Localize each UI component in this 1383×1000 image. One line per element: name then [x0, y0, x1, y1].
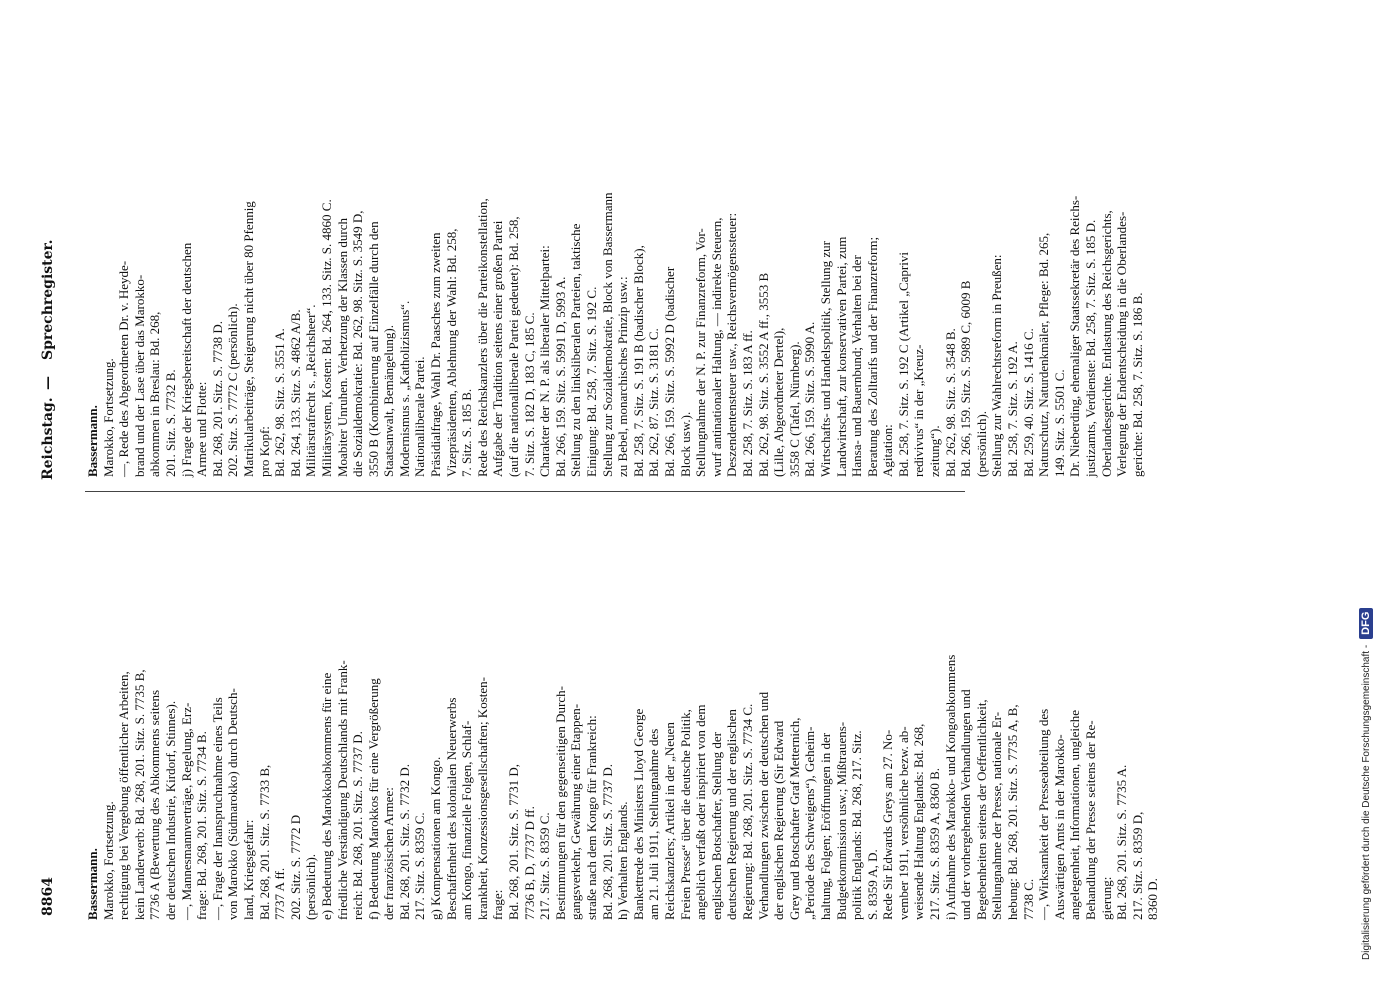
register-entry-line: 3558 C (Tafel, Nürnberg). [786, 341, 802, 477]
register-entry-line: 149. Sitz. S. 5501 C. [1051, 369, 1067, 477]
register-entry-line: 202. Sitz. S. 7772 C (persönlich). [225, 303, 241, 477]
register-entry-line: Wirtschafts- und Handelspolitik, Stellung zur [817, 241, 833, 477]
register-entry-line: Begebenheiten seitens der Oeffentlichkeit, [973, 699, 989, 920]
register-entry-line: Stellungnahme der N. P. zur Finanzreform, Vor- [693, 228, 709, 477]
register-entry-line: Einigung: Bd. 258, 7. Sitz. S. 192 C. [584, 286, 599, 477]
register-entry-line: g) Kompensationen am Kongo. [428, 756, 444, 920]
register-entry-line: (persönlich). [973, 410, 989, 477]
funding-note: Digitalisierung gefördert durch die Deutsche Forschungsgemeinschaft - [1360, 644, 1372, 960]
register-entry-line: „Periode des Schweigens“), Geheim- [802, 726, 818, 920]
register-entry-line: Oberlandesgerichte. Entlastung des Reichsgerichts, [1098, 210, 1114, 477]
register-entry-line: die Sozialdemokratie: Bd. 262, 98. Sitz. S. 3549 D, [350, 210, 366, 477]
register-entry-line: Bd. 266, 159. Sitz. S. 5990 A. [802, 321, 818, 477]
register-entry-line: angeblich verfaßt oder inspiriert von dem [693, 704, 709, 920]
running-title-separator: — [40, 376, 56, 390]
register-entry-line: Bd. 262, 98. Sitz. S. 3552 A ff., 3553 B [755, 272, 771, 477]
register-entry-line: hebung: Bd. 268, 201. Sitz. S. 7735 A, B, [1005, 704, 1021, 920]
register-entry-line: von Marokko (Südmarokko) durch Deutsch- [225, 688, 241, 920]
register-entry-line: am 21. Juli 1911, Stellungnahme des [646, 728, 662, 920]
register-entry-line: vember 1911, versöhnliche bezw. ab- [895, 726, 911, 920]
register-entry-line: Bd. 258, 7. Sitz. S. 192 C (Artikel „Caprivi [895, 252, 911, 477]
register-entry-line: zu Bebel, monarchisches Prinzip usw.: [615, 276, 631, 477]
register-entry-line: Beratung des Zolltarifs und der Finanzreform; [864, 236, 880, 477]
register-entry-line: —, Wirksamkeit der Presseabteilung des [1036, 708, 1052, 920]
register-entry-line: Stellung zu den linksliberalen Parteien, taktische [568, 223, 584, 477]
register-entry-line: Landwirtschaft, zur konservativen Partei, zum [833, 236, 849, 477]
register-entry-line: Bankettrede des Ministers Lloyd George [630, 708, 646, 920]
register-entry-line: Bd. 264, 133. Sitz. S. 4862 A/B. [287, 309, 303, 477]
register-entry-line: Dr. Nieberding, ehemaliger Staatssekretär des Reichs- [1067, 195, 1083, 477]
register-entry-line: Bd. 258, 7. Sitz. S. 192 A. [1005, 341, 1021, 477]
register-entry-line: straße nach dem Kongo für Frankreich: [584, 715, 599, 920]
register-entry-line: 217. Sitz. S. 8359 D, [1129, 811, 1145, 920]
register-entry-line: —, Frage der Inanspruchnahme eines Teils [209, 697, 225, 920]
register-entry-line: Präsidialfrage, Wahl Dr. Paasches zum zweiten [428, 232, 444, 477]
register-entry-line: Bd. 262, 98. Sitz. S. 3551 A. [272, 328, 288, 477]
register-entry-line: Moabiter Unruhen. Verhetzung der Klassen durch [334, 218, 350, 477]
register-entry-line: Bd. 268, 201. Sitz. S. 7738 D. [209, 320, 225, 477]
register-entry-line: am Kongo, finanzielle Folgen, Schlaf- [459, 720, 475, 920]
register-entry-line: —, Rede des Abgeordneten Dr. v. Heyde- [116, 260, 132, 477]
register-entry-line: Bd. 266, 159. Sitz. S. 5991 D, 5993 A. [552, 276, 568, 477]
register-entry-line: h) Verhalten Englands. [615, 801, 631, 920]
register-entry-line: Verhandlungen zwischen der deutschen und [755, 691, 771, 920]
left-column-entries [101, 495, 1161, 920]
register-entry-line: politik Englands: Bd. 268, 217. Sitz. [849, 730, 865, 920]
register-entry-line: Marokko, Fortsetzung. [100, 801, 116, 920]
register-entry-line: Behandlung der Presse seitens der Re- [1083, 720, 1098, 920]
register-entry-line: Bd. 262, 98. Sitz. S. 3548 B. [942, 328, 958, 477]
register-entry-line: deutschen Regierung und der englischen [724, 709, 740, 920]
register-entry-line: f) Bedeutung Marokkos für eine Vergrößerung [365, 678, 381, 920]
register-entry-line: 201. Sitz. S. 7732 B. [162, 369, 178, 477]
register-entry-line: englischen Botschafter, Stellung der [708, 732, 724, 920]
register-entry-line: frage: [490, 889, 506, 920]
register-entry-line: Freien Presse“ über die deutsche Politik, [677, 709, 693, 920]
register-entry-line: Rede Sir Edwards Greys am 27. No- [880, 729, 896, 920]
register-entry-line: Vizepräsidenten, Ablehnung der Wahl: Bd. 258, [443, 228, 459, 477]
register-entry-line: —, Mannesmannverträge, Regelung, Erz- [178, 702, 194, 920]
register-entry-line: angelegenheit, Informationen, ungleiche [1067, 709, 1083, 920]
dfg-logo: DFG [1359, 608, 1373, 639]
left-column [85, 495, 1161, 920]
register-entry-line: Bd. 268, 201. Sitz. S. 7732 D. [396, 763, 412, 920]
register-entry-line: 7738 C. [1020, 878, 1036, 920]
register-entry-line: Stellung zur Sozialdemokratie, Block von Bassermann [599, 192, 615, 477]
register-entry-line: i) Aufnahme des Marokko- und Kongoabkommens [942, 654, 958, 920]
register-entry-line: Bd. 266, 159. Sitz. S. 5989 C, 6009 B [958, 280, 974, 477]
register-entry-line: Armee und Flotte: [194, 381, 210, 477]
register-entry-line: Militärsystem, Kosten: Bd. 264, 133. Sitz. S. 4860 C. [318, 199, 334, 477]
register-entry-line: Matrikularbeiträge, Steigerung nicht über 80 Pfennig [240, 201, 256, 477]
right-column-entries [101, 52, 1146, 477]
register-entry-line: justizamts, Verdienste: Bd. 258, 7. Sitz. S. 185 D. [1083, 219, 1098, 477]
register-entry-line: Marokko, Fortsetzung. [100, 358, 116, 477]
page-number: 8864 [40, 877, 56, 916]
register-entry-line: 3550 B (Kombinierung auf Einzelfälle durch den [365, 221, 381, 477]
register-entry-line: Block usw.). [677, 411, 693, 477]
register-entry-line: Naturschutz, Naturdenkmäler, Pflege: Bd. 265, [1036, 232, 1052, 477]
register-entry-line: der französischen Armee: [381, 787, 397, 920]
register-entry-line: 217. Sitz. S. 8359 A, 8360 B. [927, 767, 943, 920]
register-entry-line: Deszendentensteuer usw., Reichsvermögenssteuer: [724, 212, 740, 477]
register-entry-line: und der vorhergehenden Verhandlungen und [958, 689, 974, 920]
register-entry-line: j) Frage der Kriegsbereitschaft der deutschen [178, 242, 194, 477]
register-entry-line: pro Kopf: [256, 426, 272, 477]
register-entry-line: Modernismus s. „Katholizismus“. [396, 300, 412, 477]
register-entry-line: Agitation: [880, 424, 896, 477]
register-entry-line: Bd. 258, 7. Sitz. S. 191 B (badischer Block), [630, 245, 646, 477]
register-entry-line: rechtigung bei Vergebung öffentlicher Arbeiten, [116, 671, 132, 920]
register-entry-line: Hansa- und Bauernbund; Verhalten bei der [849, 255, 865, 477]
register-entry-line: zeitung“). [927, 425, 943, 477]
register-entry-line: Bd. 262, 87. Sitz. S. 3181 C. [646, 328, 662, 477]
register-entry-line: krankheit, Konzessionsgesellschaften; Kosten- [474, 677, 490, 920]
register-entry-line: weisende Haltung Englands: Bd. 268, [911, 723, 927, 920]
register-entry-line: (persönlich). [303, 853, 319, 920]
register-entry-line: Aufgabe der Tradition seitens einer großen Partei [490, 220, 506, 477]
register-entry-line: 7. Sitz. S. 185 B. [459, 388, 475, 477]
register-entry-line: Bd. 266, 159. Sitz. S. 5992 D (badischer [661, 266, 677, 477]
register-entry-line: Staatsanwalt, Bemängelung). [381, 325, 397, 477]
column-head-name: Bassermann. [85, 405, 100, 477]
register-entry-line: Bd. 268, 201. Sitz. S. 7737 D. [599, 763, 615, 920]
register-entry-line: land, Kriegsgefahr: [240, 819, 256, 920]
register-entry-line: Budgetkommission usw.; Mißtrauens- [833, 721, 849, 920]
register-entry-line: S. 8359 A, D. [864, 849, 880, 920]
register-entry-line: Rede des Reichskanzlers über die Parteikonstellation, [474, 198, 490, 477]
register-entry-line: gierung: [1098, 876, 1114, 920]
register-entry-line: 202. Sitz. S. 7772 D [287, 814, 303, 920]
register-entry-line: (auf die nationalliberale Partei gedeutet): Bd. 258, [506, 216, 522, 477]
register-entry-line: 7. Sitz. S. 182 D, 183 C, 185 C. [521, 312, 537, 477]
register-entry-line: Stellungnahme der Presse, nationale Er- [989, 711, 1005, 920]
register-entry-line: abkommen in Breslau: Bd. 268, [147, 311, 163, 477]
register-entry-line: Auswärtigen Amts in der Marokko- [1051, 734, 1067, 920]
register-entry-line: gerichte: Bd. 258, 7. Sitz. S. 186 B. [1129, 292, 1145, 477]
register-entry-line: Bd. 259, 40. Sitz. S. 1416 C. [1020, 328, 1036, 477]
register-entry-line: Bestimmungen für den gegenseitigen Durch- [552, 686, 568, 920]
register-entry-line: e) Bedeutung des Marokkoabkommens für eine [318, 672, 334, 920]
register-entry-line: Beschaffenheit des kolonialen Neuerwerbs [443, 697, 459, 920]
running-title: Reichstag. [40, 397, 56, 480]
register-entry-line: haltung, Folgen; Eröffnungen in der [817, 732, 833, 920]
register-entry-line: brand und der Lase über das Marokko- [131, 274, 147, 477]
register-entry-line: reich: Bd. 268, 201. Sitz. S. 7737 D. [350, 731, 366, 920]
register-entry-line: 217. Sitz. S. 8359 C. [537, 812, 553, 920]
register-entry-line: 7737 A ff. [272, 867, 288, 920]
digitization-credit [1352, 0, 1380, 960]
register-entry-line: der deutschen Industrie, Kirdorf, Stinnes). [162, 700, 178, 920]
register-entry-line: 7736 A (Bewertung des Abkommens seitens [147, 689, 163, 920]
register-entry-line: 217. Sitz. S. 8359 C. [412, 812, 428, 920]
register-entry-line: redivivus“ in der „Kreuz- [911, 344, 927, 477]
register-entry-line: Stellung zur Wahlrechtsreform in Preußen: [989, 254, 1005, 477]
register-entry-line: Charakter der N. P. als liberaler Mittelpartei: [537, 245, 553, 477]
register-entry-line: Regierung: Bd. 268, 201. Sitz. S. 7734 C. [739, 703, 755, 920]
register-entry-line: der englischen Regierung (Sir Edward [771, 720, 787, 920]
register-entry-line: wurf antinationaler Haltung, — indirekte Steuern, [708, 217, 724, 477]
register-entry-line: Militärstrafrecht s. „Reichsheer“. [303, 304, 319, 477]
column-divider [85, 491, 965, 492]
register-entry-line: kein Landerwerb: Bd. 268, 201. Sitz. S. 7735 B, [131, 669, 147, 920]
register-entry-line: Bd. 268, 201. Sitz. S. 7731 D, [506, 763, 522, 920]
register-entry-line: Nationalliberale Partei. [412, 356, 428, 477]
right-column [85, 52, 1145, 477]
register-entry-line: friedliche Verständigung Deutschlands mit Frank- [334, 660, 350, 920]
register-entry-line: Verlegung der Endentscheidung in die Oberlandes- [1114, 211, 1130, 477]
column-head-name: Bassermann. [85, 848, 100, 920]
register-entry-line: gangsverkehr, Gewährung einer Etappen- [568, 703, 584, 920]
register-entry-line: Bd. 268, 201. Sitz. S. 7735 A. [1114, 764, 1130, 920]
register-entry-line: (Lille, Abgeordneter Dertel), [771, 327, 787, 477]
register-entry-line: Reichskanzlers; Artikel in der „Neuen [661, 722, 677, 920]
register-entry-line: Bd. 268, 201. Sitz. S. 7733 B, [256, 764, 272, 920]
register-entry-line: 7736 B, D, 7737 D ff. [521, 806, 537, 920]
register-entry-line: Grey und Botschafter Graf Metternich, [786, 717, 802, 920]
register-entry-line: Bd. 258, 7. Sitz. S. 183 A ff. [739, 330, 755, 477]
register-entry-line: frage: Bd. 268, 201. Sitz. S. 7734 B. [194, 731, 210, 920]
running-register-title: Sprechregister. [40, 239, 56, 360]
register-entry-line: 8360 D. [1145, 878, 1161, 920]
